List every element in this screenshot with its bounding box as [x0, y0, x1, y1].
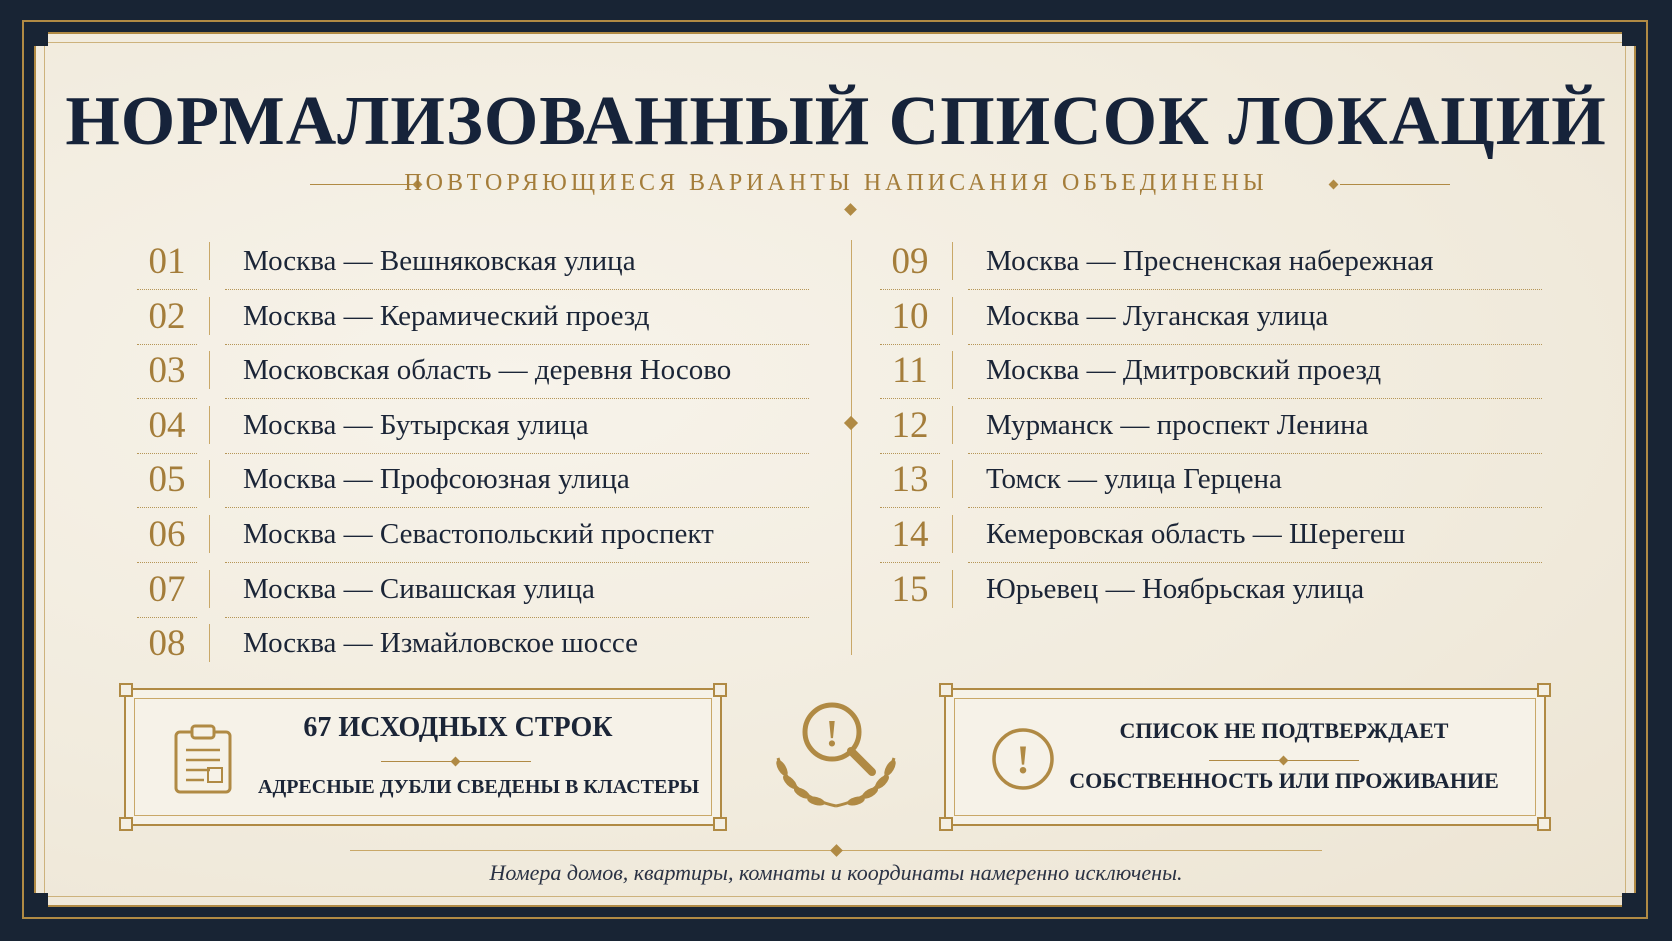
corner-ornament — [34, 32, 48, 46]
column-divider — [851, 240, 852, 655]
location-row — [137, 345, 809, 399]
location-row — [137, 618, 809, 672]
location-row — [880, 509, 1542, 563]
row-separator — [209, 624, 210, 662]
location-number: 14 — [891, 514, 929, 555]
location-number: 02 — [148, 295, 186, 337]
card-corner — [713, 683, 727, 697]
location-text: Москва — Профсоюзная улица — [243, 463, 630, 496]
subtitle-row — [0, 170, 1672, 200]
location-text: Москва — Сивашская улица — [243, 572, 595, 605]
corner-ornament — [1622, 893, 1636, 907]
row-separator — [209, 406, 210, 444]
location-number: 08 — [148, 623, 186, 665]
location-row — [137, 564, 809, 618]
location-row — [137, 291, 809, 345]
row-separator — [209, 460, 210, 498]
disclaimer-line-2: СОБСТВЕННОСТЬ ИЛИ ПРОЖИВАНИЕ — [1069, 768, 1499, 793]
location-row — [137, 509, 809, 563]
exclamation-circle-icon — [990, 726, 1056, 796]
location-text: Москва — Севастопольский проспект — [243, 518, 714, 550]
card-corner — [1537, 683, 1551, 697]
location-text: Юрьевец — Ноябрьская улица — [986, 572, 1365, 605]
location-text: Москва — Пресненская набережная — [986, 245, 1434, 277]
card-corner — [939, 683, 953, 697]
row-separator — [209, 297, 210, 335]
subtitle-rule-right — [1340, 184, 1450, 185]
row-separator — [952, 351, 953, 389]
location-number: 12 — [891, 404, 929, 446]
location-number: 13 — [891, 459, 929, 501]
row-separator — [952, 242, 953, 280]
svg-text:!: ! — [825, 713, 839, 755]
location-text: Кемеровская область — Шерегеш — [986, 518, 1406, 550]
location-row — [880, 236, 1542, 290]
location-number: 10 — [891, 295, 929, 337]
location-text: Томск — улица Герцена — [986, 463, 1282, 496]
card-corner — [939, 817, 953, 831]
page-title: НОРМАЛИЗОВАННЫЙ СПИСОК ЛОКАЦИЙ — [65, 83, 1607, 160]
row-separator — [952, 570, 953, 608]
clipboard-icon — [170, 724, 236, 800]
card-corner — [119, 817, 133, 831]
location-row — [880, 454, 1542, 508]
card-corner — [713, 817, 727, 831]
svg-text:!: ! — [1016, 737, 1030, 782]
corner-ornament — [34, 893, 48, 907]
source-rows-card — [124, 688, 722, 826]
location-text: Москва — Вешняковская улица — [243, 245, 636, 277]
location-text: Москва — Измайловское шоссе — [243, 627, 638, 660]
location-text: Московская область — деревня Носово — [243, 354, 732, 387]
location-text: Мурманск — проспект Ленина — [986, 408, 1369, 441]
location-number: 05 — [148, 459, 186, 501]
location-row — [137, 400, 809, 454]
disclaimer-card — [944, 688, 1546, 826]
row-separator — [952, 297, 953, 335]
source-rows-count: 67 ИСХОДНЫХ СТРОК — [303, 712, 613, 743]
location-number: 04 — [148, 404, 186, 446]
row-separator — [952, 460, 953, 498]
row-separator — [952, 515, 953, 553]
source-rows-note: АДРЕСНЫЕ ДУБЛИ СВЕДЕНЫ В КЛАСТЕРЫ — [258, 776, 700, 798]
disclaimer-line-1: СПИСОК НЕ ПОДТВЕРЖДАЕТ — [1119, 718, 1449, 743]
row-separator — [209, 351, 210, 389]
location-number: 09 — [891, 241, 929, 282]
location-number: 01 — [148, 241, 186, 282]
location-row — [880, 345, 1542, 399]
location-row — [880, 564, 1542, 618]
location-number: 15 — [891, 568, 929, 610]
corner-ornament — [1622, 32, 1636, 46]
magnifier-laurel-icon — [760, 696, 912, 818]
card-corner — [1537, 817, 1551, 831]
location-number: 11 — [892, 350, 928, 392]
location-row — [880, 400, 1542, 454]
location-text: Москва — Бутырская улица — [243, 408, 589, 441]
location-row — [137, 454, 809, 508]
location-number: 06 — [148, 514, 186, 555]
footer-note: Номера домов, квартиры, комнаты и координаты намеренно исключены. — [489, 860, 1183, 885]
location-text: Москва — Луганская улица — [986, 299, 1329, 332]
location-row — [137, 236, 809, 290]
location-row — [880, 291, 1542, 345]
row-separator — [209, 242, 210, 280]
page-subtitle: ПОВТОРЯЮЩИЕСЯ ВАРИАНТЫ НАПИСАНИЯ ОБЪЕДИНЕНЫ — [404, 170, 1268, 196]
location-text: Москва — Керамический проезд — [243, 299, 650, 332]
location-number: 03 — [148, 350, 186, 392]
location-text: Москва — Дмитровский проезд — [986, 354, 1382, 387]
location-number: 07 — [148, 568, 186, 610]
row-separator — [952, 406, 953, 444]
card-corner — [119, 683, 133, 697]
row-separator — [209, 515, 210, 553]
row-separator — [209, 570, 210, 608]
